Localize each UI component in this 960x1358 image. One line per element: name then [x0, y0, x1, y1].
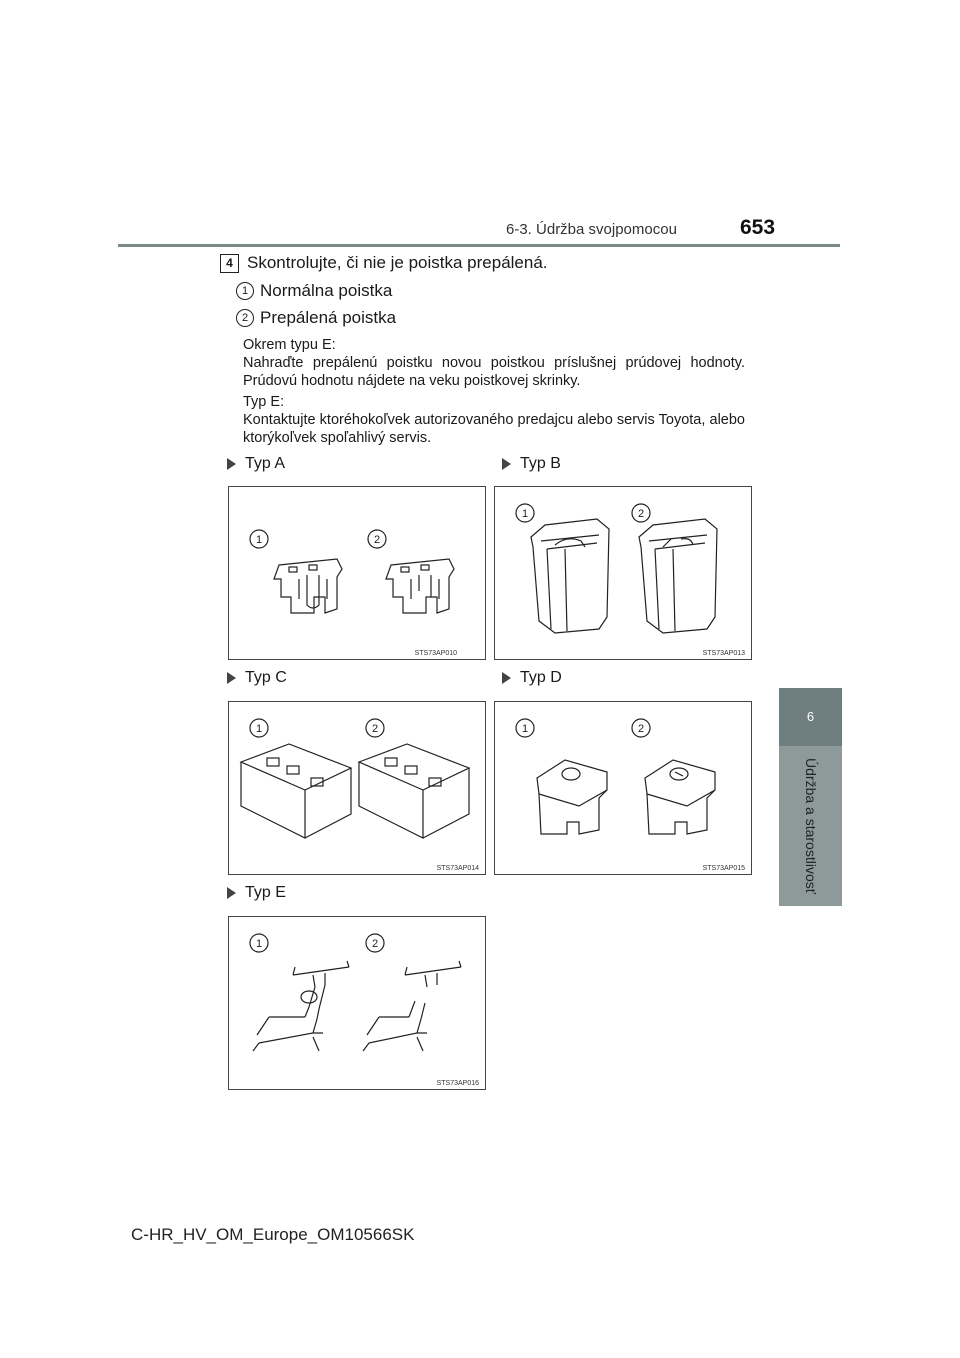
header-divider — [118, 244, 840, 247]
chapter-tab-number: 6 — [779, 688, 842, 746]
list-item — [236, 281, 392, 301]
callout-1: 1 — [255, 938, 263, 950]
callout-2: 2 — [637, 723, 645, 735]
figure-code: STS73AP015 — [702, 865, 745, 872]
figure-type-e — [228, 916, 486, 1090]
callout-1: 1 — [255, 534, 263, 546]
fuse-type-d-illustration — [495, 702, 751, 874]
bullet-triangle-icon — [227, 458, 236, 470]
step-instruction — [220, 253, 548, 273]
callout-1: 1 — [521, 508, 529, 520]
figure-type-d — [494, 701, 752, 875]
document-id: C-HR_HV_OM_Europe_OM10566SK — [131, 1225, 415, 1244]
figure-label-type-a: Typ A — [227, 455, 285, 473]
list-item-text: Normálna poistka — [260, 281, 393, 300]
fuse-type-b-illustration — [495, 487, 751, 659]
callout-2: 2 — [373, 534, 381, 546]
callout-2: 2 — [637, 508, 645, 520]
callout-2: 2 — [371, 938, 379, 950]
page-number: 653 — [740, 216, 776, 239]
note-title: Typ E: — [243, 394, 285, 410]
callout-marker: 1 — [236, 282, 254, 300]
callout-1: 1 — [521, 723, 529, 735]
note-title: Okrem typu E: — [243, 337, 336, 353]
note-body: Kontaktujte ktoréhokoľvek autorizovaného predajcu alebo servis Toyota, alebo ktorýkoľvek spoľahlivý servis. — [243, 412, 745, 446]
fuse-type-e-illustration — [229, 917, 485, 1089]
bullet-triangle-icon — [227, 887, 236, 899]
figure-type-a — [228, 486, 486, 660]
chapter-tab-label: Údržba a starostlivosť — [802, 758, 819, 894]
figure-code: STS73AP014 — [436, 865, 479, 872]
list-item-text: Prepálená poistka — [260, 308, 397, 327]
figure-code: STS73AP016 — [436, 1080, 479, 1087]
fuse-type-c-illustration — [229, 702, 485, 874]
figure-code: STS73AP013 — [702, 650, 745, 657]
step-text: Skontrolujte, či nie je poistka prepálená. — [247, 253, 548, 272]
note-block — [243, 336, 745, 390]
bullet-triangle-icon — [502, 672, 511, 684]
note-body: Nahraďte prepálenú poistku novou poistkou príslušnej prúdovej hodnoty. Prúdovú hodnotu nájdete na veku poistkovej skrinky. — [243, 355, 745, 389]
note-block — [243, 393, 745, 447]
callout-marker: 2 — [236, 309, 254, 327]
callout-2: 2 — [371, 723, 379, 735]
figure-label-type-b: Typ B — [502, 455, 561, 473]
figure-type-b — [494, 486, 752, 660]
callout-1: 1 — [255, 723, 263, 735]
figure-label-type-e: Typ E — [227, 884, 286, 902]
step-number-badge: 4 — [220, 254, 239, 273]
bullet-triangle-icon — [502, 458, 511, 470]
figure-label-type-c: Typ C — [227, 669, 287, 687]
fuse-type-a-illustration — [229, 487, 485, 659]
figure-code: STS73AP010 — [414, 650, 457, 657]
list-item — [236, 308, 396, 328]
figure-label-type-d: Typ D — [502, 669, 562, 687]
figure-type-c — [228, 701, 486, 875]
section-title: 6-3. Údržba svojpomocou — [506, 221, 677, 238]
bullet-triangle-icon — [227, 672, 236, 684]
